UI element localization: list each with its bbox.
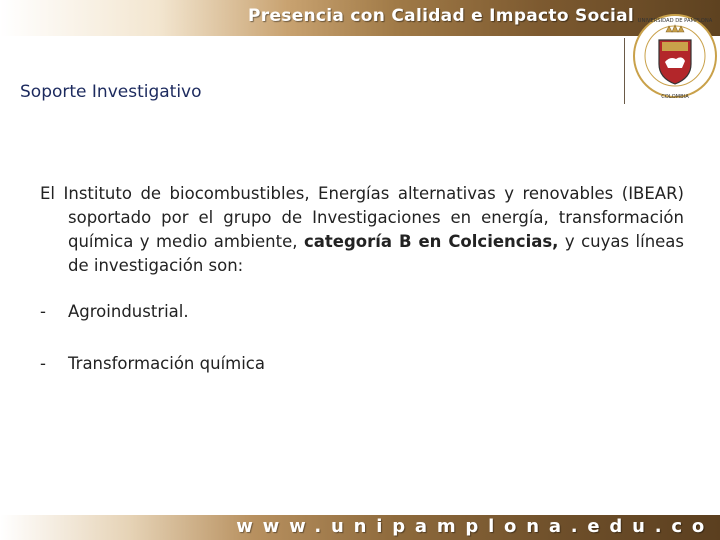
bullet-marker: -	[40, 302, 46, 321]
list-item	[40, 352, 684, 376]
university-crest-logo	[632, 6, 718, 110]
svg-text:UNIVERSIDAD DE PAMPLONA: UNIVERSIDAD DE PAMPLONA	[637, 18, 713, 24]
list-item	[40, 300, 684, 324]
intro-prefix: El Instituto de biocombustibles, Energías alternativas y renovables (IBEAR) soportado por el grupo de Investigaciones en energía, transformación química y medio ambiente,	[40, 184, 684, 251]
bullet-marker: -	[40, 354, 46, 373]
research-lines-list	[40, 300, 684, 404]
list-item-text: Agroindustrial.	[68, 302, 189, 321]
header-slogan: Presencia con Calidad e Impacto Social	[248, 6, 634, 26]
slide-title: Soporte Investigativo	[20, 82, 202, 102]
footer-url[interactable]: www.unipamplona.edu.co	[236, 516, 714, 537]
title-divider-vertical	[624, 38, 625, 104]
intro-suffix: y cuyas líneas de investigación son:	[68, 232, 685, 275]
svg-text:COLOMBIA: COLOMBIA	[661, 94, 689, 100]
intro-bold: categoría B en Colciencias,	[303, 232, 559, 251]
list-item-text: Transformación química	[68, 354, 265, 373]
intro-paragraph	[40, 182, 684, 278]
